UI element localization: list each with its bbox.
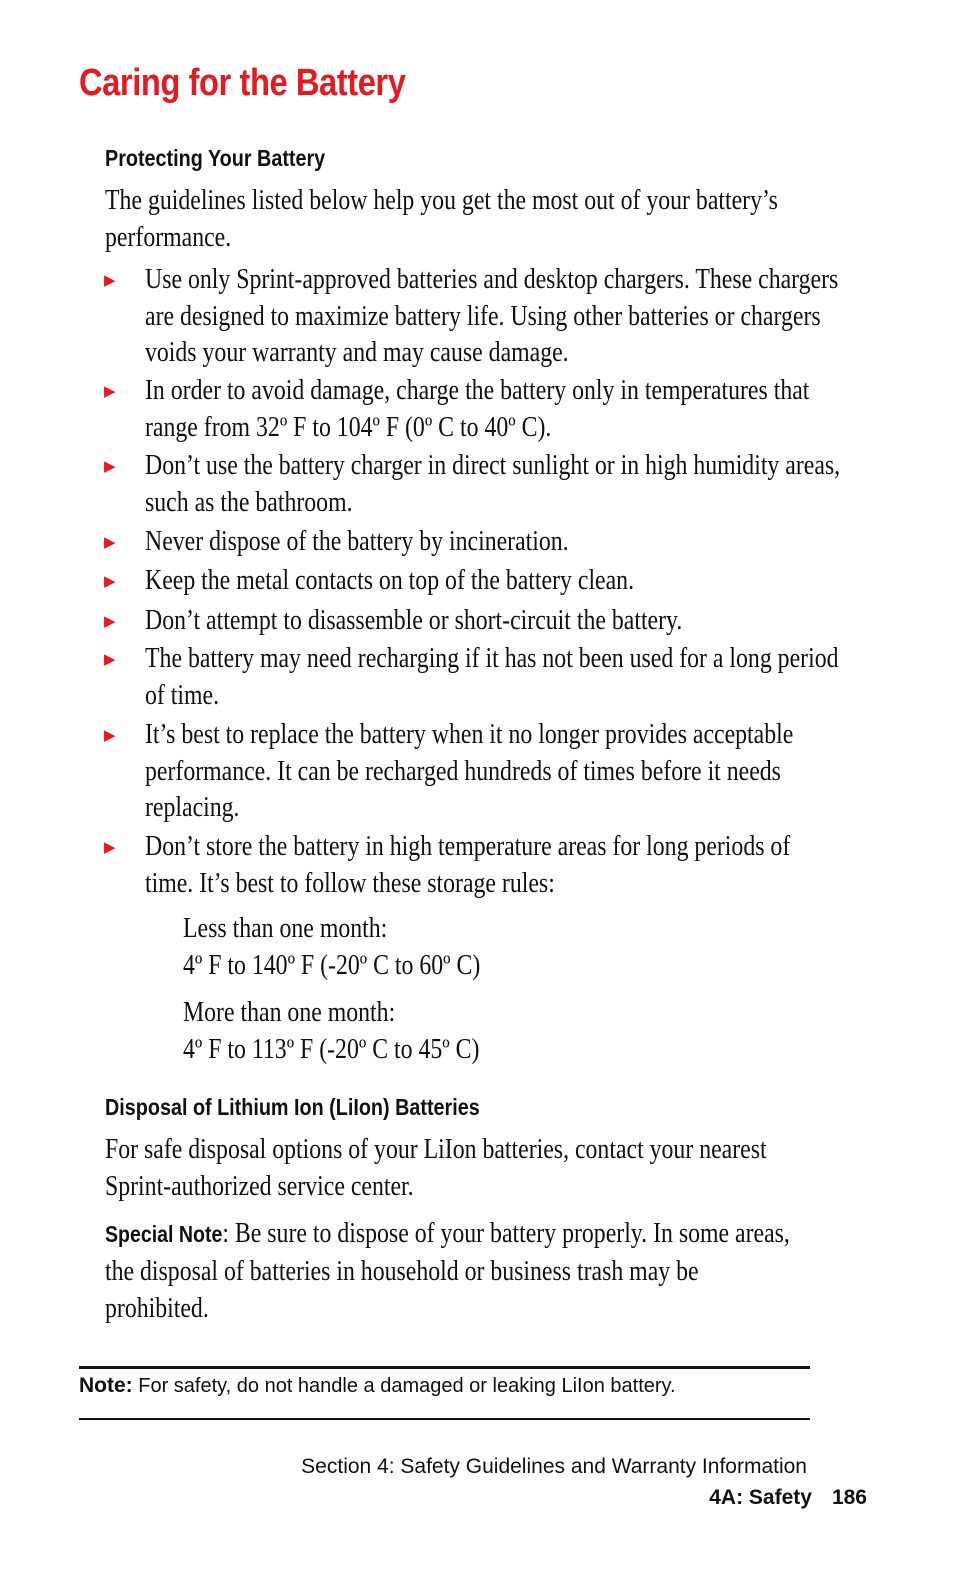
bullet-text: Don’t store the battery in high temperature areas for long periods of time. It’s best to follow these storage rules: xyxy=(145,831,791,899)
red-triangle-bullet-icon: ▶ xyxy=(104,726,116,744)
red-triangle-bullet-icon: ▶ xyxy=(104,457,116,475)
bullet-text: The battery may need recharging if it has not been used for a long period of time. xyxy=(145,643,839,711)
storage-rule-range: 4º F to 113º F (-20º C to 45º C) xyxy=(183,1034,480,1065)
page-title: Caring for the Battery xyxy=(79,62,406,104)
red-triangle-bullet-icon: ▶ xyxy=(104,650,116,668)
intro-paragraph: The guidelines listed below help you get the most out of your battery’s performance. xyxy=(105,185,778,253)
red-triangle-bullet-icon: ▶ xyxy=(104,838,116,856)
red-triangle-bullet-icon: ▶ xyxy=(104,612,116,630)
bullet-text: Use only Sprint-approved batteries and desktop chargers. These chargers are designed to maximize battery life. Using other batteries or chargers voids your warranty and may cause damage. xyxy=(145,264,839,368)
red-triangle-bullet-icon: ▶ xyxy=(104,533,116,551)
special-note-label: Special Note xyxy=(105,1221,223,1247)
storage-rule xyxy=(183,994,778,1068)
note-top-rule xyxy=(79,1366,810,1369)
page-number: 186 xyxy=(831,1486,867,1509)
red-triangle-bullet-icon: ▶ xyxy=(104,271,116,289)
bullet-text: It’s best to replace the battery when it no longer provides acceptable performance. It can be recharged hundreds of times before it needs replacing. xyxy=(145,719,794,823)
footer-chapter xyxy=(709,1486,867,1510)
red-triangle-bullet-icon: ▶ xyxy=(104,572,116,590)
special-note-text: : Be sure to dispose of your battery properly. In some areas, the disposal of batteries in household or business trash may be prohibited. xyxy=(105,1218,790,1324)
bullet-text: Don’t use the battery charger in direct sunlight or in high humidity areas, such as the bathroom. xyxy=(145,450,841,518)
red-triangle-bullet-icon: ▶ xyxy=(104,382,116,400)
note-text: For safety, do not handle a damaged or leaking LiIon battery. xyxy=(132,1375,676,1397)
bullet-text: In order to avoid damage, charge the battery only in temperatures that range from 32º F to 104º F (0º C to 40º C). xyxy=(145,375,810,443)
bullet-text: Keep the metal contacts on top of the battery clean. xyxy=(145,565,635,596)
note-label: Note: xyxy=(79,1374,133,1397)
safety-note xyxy=(79,1374,676,1398)
section-heading-protecting: Protecting Your Battery xyxy=(105,145,326,171)
bullet-text: Don’t attempt to disassemble or short-circuit the battery. xyxy=(145,605,683,636)
footer-chapter-label: 4A: Safety xyxy=(709,1486,812,1509)
section-heading-disposal: Disposal of Lithium Ion (LiIon) Batteries xyxy=(105,1094,480,1120)
storage-rule-range: 4º F to 140º F (-20º C to 60º C) xyxy=(183,950,481,981)
footer-section-title: Section 4: Safety Guidelines and Warranty Information xyxy=(301,1455,807,1478)
storage-rule-label: Less than one month: xyxy=(183,913,388,944)
bullet-text: Never dispose of the battery by incineration. xyxy=(145,526,569,557)
note-bottom-rule xyxy=(79,1418,810,1420)
storage-rule xyxy=(183,910,778,984)
special-note-paragraph xyxy=(105,1215,802,1327)
storage-rule-label: More than one month: xyxy=(183,997,396,1028)
disposal-paragraph: For safe disposal options of your LiIon batteries, contact your nearest Sprint-authorized service center. xyxy=(105,1134,767,1202)
